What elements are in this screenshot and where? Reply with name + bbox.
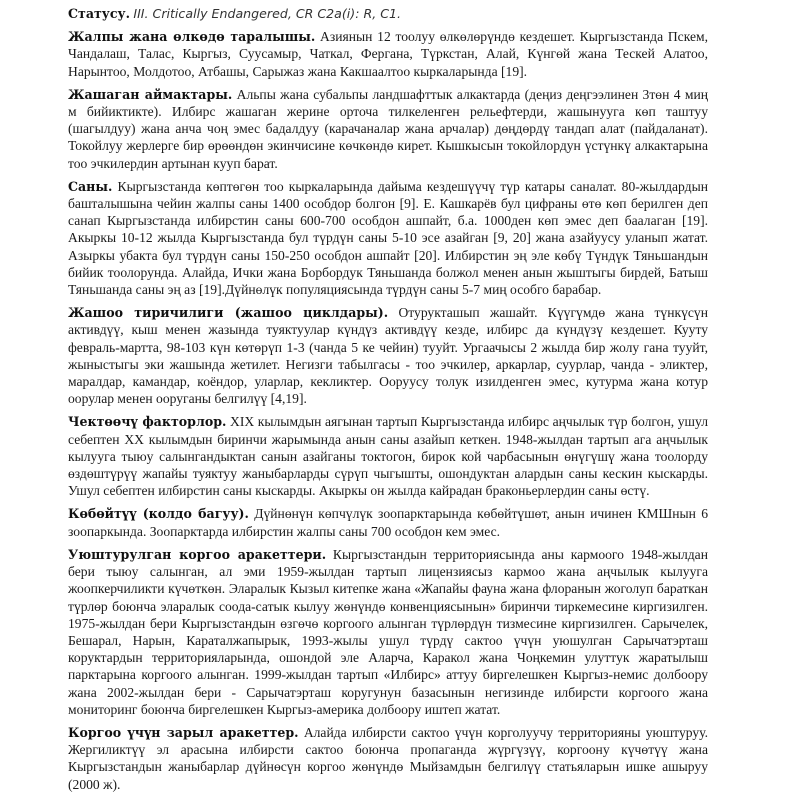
section-breeding: [68, 505, 708, 539]
section-population: [68, 178, 708, 298]
section-heading: Чектөөчү факторлор.: [68, 414, 227, 430]
section-protection-measures: [68, 546, 708, 718]
section-body: Азиянын 12 тоолуу өлкөлөрүндө кездешет. Кыргызстанда Пскем, Чандалаш, Талас, Кыргыз, Суусамыр, Чаткал, Фергана, Түркстан, Алай, Күнгөй жана Тескей Алатоо, Нарынтоо, Молдотоо, Атбашы, Сарыжаз жана Какшаалтоо кыркаларында [19].: [68, 29, 708, 79]
status-paragraph: [68, 5, 708, 22]
document-page: [68, 5, 708, 799]
section-heading: Уюштурулган коргоо аракеттери.: [68, 546, 327, 562]
status-heading: Статусу.: [68, 6, 130, 21]
section-body: Альпы жана субальпы ландшафттык алкактарда (деңиз деңгээлинен 3төн 4 миң м бийиктикте). Илбирс жашаган жерине орточа тилкеленген рельефтерди, жашынууга көп таштуу (шагылдуу) жана анча чоң эмес бадалдуу (карачаналар жана арчалар) дөңдөрдү тандап алат (пайдаланат). Токойлуу жерлерге бир өрөөндөн экинчисине көчкөндө кирет. Кышкысын токойлордун үстүнкү алкактарына тоо эчкилердин артынан кууп барат.: [68, 86, 708, 171]
section-body: Кыргызстанда көптөгөн тоо кыркаларында дайыма кездешүүчү түр катары саналат. 80-жылдардын башталышына чейин жалпы саны 1400 особдор болгон [9]. Е. Кашкарёв бул цифраны өтө көп берилген деп санап Кыргызстанда илбирстин саны 600-700 особдон ашпайт, б.а. 1000ден көп эмес деп баалаган [19]. Акыркы 10-12 жылда Кыргызстанда бул түрдүн саны 5-10 эсе азайган [9, 20] жана азайуусу уланып жатат. Азыркы убакта бул түрдүн саны 150-250 особдон ашпайт [20]. Илбирстин эң эле көбү Түндүк Тяньшандын бийик тоолорунда. Алайда, Ички жана Борбордук Тяньшанда болжол менен анын жыштыгы бирдей, Батыш Тяньшанда саны эң аз [19].Дүйнөлүк популяциясында түрдүн саны 5-7 миң особго барабар.: [68, 178, 708, 298]
section-body: Отурукташып жашайт. Күүгүмдө жана түнкүсүн активдүү, кыш менен жазында туяктуулар күндүз активдүү кезде, илбирс да күндүзү кездешет. Кууту февраль-мартта, 98-103 күн көтөрүп 1-3 (чанда 5 ке чейин) тууйт. Ургаачысы 2 жылда бир жолу гана тууйт, жыныстыгы эки жашында жетилет. Негизги табылгасы - тоо эчкилер, аркарлар, суурлар, чанда - эликтер, маралдар, камандар, коёндор, уларлар, кекликтер. Ооруусу толук изилденген эмес, кутурма жана котур оорулар менен ооруганы белгилүү [4,19].: [68, 305, 708, 407]
section-heading: Көбөйтүү (колдо багуу).: [68, 506, 249, 522]
section-body: XIX кылымдын аягынан тартып Кыргызстанда илбирс аңчылык түр болгон, ушул себептен XX кылымдын биринчи жарымында анын саны азайып кеткен. 1948-жылдан тартып ага аңчылык кылууга тыюу салынгандыктан санын азайганы токтогон, бирок кой чарбасынын өнүгүшү жана тоолорду өздөштүрүү жапайы туяктуу жаныбарларды сүрүп чыгышты, ошондуктан алардын саны кескин кыскарды. Ушул себептен илбирстин саны кыскарды. Акыркы он жылда кайрадан браконьерлердин саны өстү.: [68, 414, 708, 499]
section-life-cycle: [68, 304, 708, 407]
section-heading: Коргоо үчүн зарыл аракеттер.: [68, 724, 299, 740]
section-required-actions: [68, 724, 708, 793]
section-heading: Жашаган аймактары.: [68, 86, 233, 102]
section-distribution: [68, 28, 708, 80]
section-habitat: [68, 86, 708, 172]
status-value: III. Critically Endangered, CR C2a(i): R, C1.: [133, 6, 402, 21]
section-heading: Жалпы жана өлкөдө таралышы.: [68, 29, 316, 45]
section-body: Дүйнөнүн көпчүлүк зоопарктарында көбөйтүшөт, анын ичинен КМШнын 6 зоопаркында. Зоопарктарда илбирстин жалпы саны 700 особдон кем эмес.: [68, 506, 709, 539]
section-heading: Жашоо тиричилиги (жашоо циклдары).: [68, 305, 389, 321]
section-limiting-factors: [68, 413, 708, 499]
section-body: Кыргызстандын территориясында аны кармоого 1948-жылдан бери тыюу салынган, ал эми 1959-жылдан тартып лицензиясыз кармоо жана аңчылык кылууга жоопкерчиликти күчөткөн. Эларалык Кызыл китепке жана «Жапайы фауна жана флоранын жоголуп бараткан түрлөр боюнча эларалык соода-сатык кылуу жөнүндө конвенциясынын» биринчи тиркемесине киргизилген. 1975-жылдан бери Кыргызстандын өзгөчө коргоого алынган түрлөрдүн тизмесине киргизилген. Сарычелек, Бешарал, Нарын, Караталжапырык, 1993-жылы ушул түрдү сактоо үчүн уюшулган Сарычатэрташ коруктардын территорияларында, ошондой эле Аларча, Каракол жана Чоңкемин улуттук жаратылыш парктарына коргоого алынган. 1999-жылдан тартып «Илбирс» аттуу биргелешкен Кыргыз-немис долбоору жана 2002-жылдан бери - Сарычатэрташ коругунун базасынын негизинде илбирсти коргоого жана мониторинг боюнча биргелешкен Кыргыз-америка долбоору иштеп жатат.: [68, 546, 708, 717]
section-heading: Саны.: [68, 178, 113, 194]
section-body: Алайда илбирсти сактоо үчүн корголуучу территорияны уюштуруу. Жергиликтүү эл арасына илбирсти сактоо боюнча пропаганда жүргүзүү, коргоону күчөтүү жана Кыргызстандын жаныбарлар дүйнөсүн коргоо жөнүндө Мыйзамдын белгилүү статьяларын ишке ашыруу (2000 ж).: [68, 724, 708, 792]
